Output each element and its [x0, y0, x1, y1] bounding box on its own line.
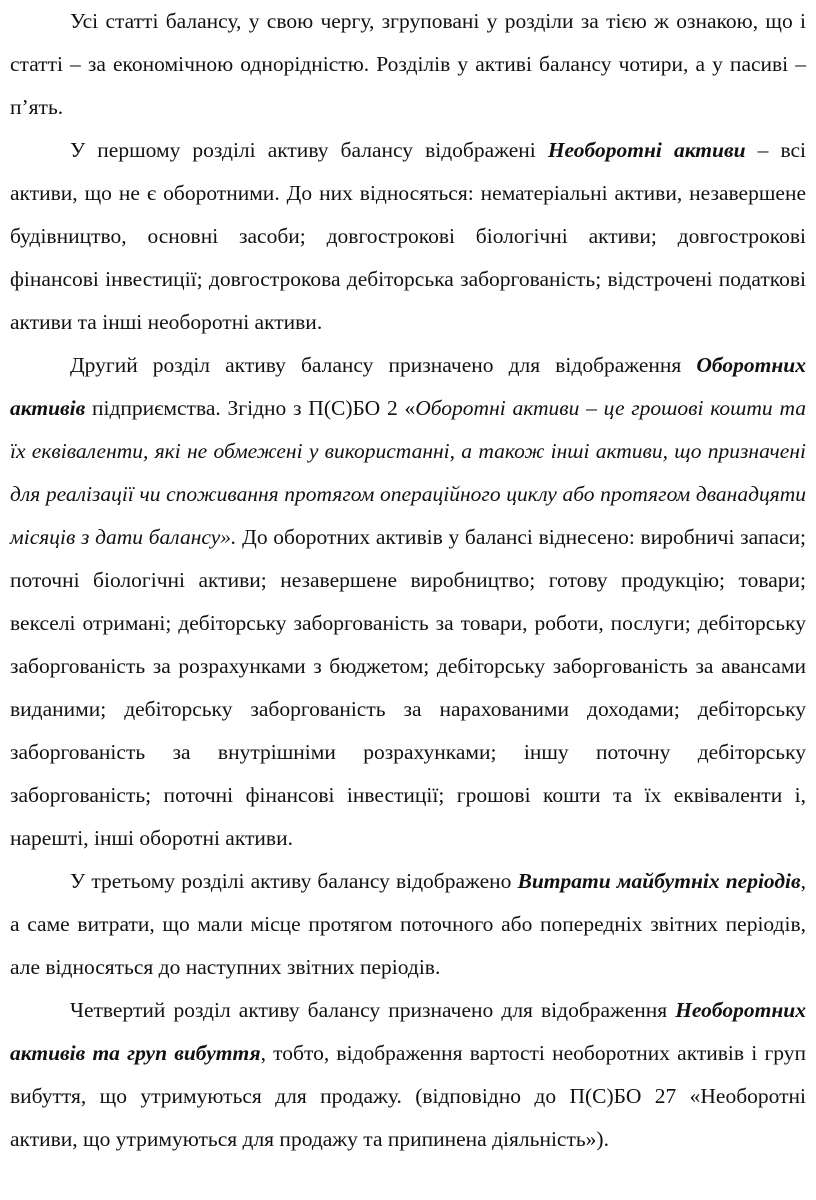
term-deferred-expenses: Витрати майбутніх періодів	[517, 869, 801, 893]
paragraph-section-4-disposal-groups	[10, 989, 806, 1161]
quote-standard-definition: Оборотні активи – це грошові кошти та їх еквіваленти, які не обмежені у використанні, а також інші активи, що призначені для реалізації чи споживання протягом операційного циклу або протягом дванадцяти місяців з дати балансу».	[10, 396, 806, 549]
paragraph-text: До оборотних активів у балансі віднесено: виробничі запаси; поточні біологічні активи; незавершене виробництво; готову продукцію; товари; векселі отримані; дебіторську заборгованість за товари, роботи, послуги; дебіторську заборгованість за розрахунками з бюджетом; дебіторську заборгованість за авансами виданими; дебіторську заборгованість за нарахованими доходами; дебіторську заборгованість за внутрішніми розрахунками; іншу поточну дебіторську заборгованість; поточні фінансові інвестиції; грошові кошти та їх еквіваленти і, нарешті, інші оборотні активи.	[10, 525, 806, 850]
paragraph-text: У третьому розділі активу балансу відображено	[70, 869, 518, 893]
paragraph-section-2-current-assets	[10, 344, 806, 860]
paragraph-text: Другий розділ активу балансу призначено для відображення	[70, 353, 697, 377]
paragraph-text: Усі статті балансу, у свою чергу, згруповані у розділи за тією ж ознакою, що і статті – за економічною однорідністю. Розділів у активі балансу чотири, а у пасиві – п’ять.	[10, 9, 806, 119]
paragraph-text: , тобто, відображення вартості необоротних активів і груп вибуття, що утримуються для продажу. (відповідно до П(С)БО 27 «Необоротні активи, що утримуються для продажу та припинена діяльність»).	[10, 1041, 807, 1151]
term-noncurrent-assets: Необоротні активи	[547, 138, 746, 162]
paragraph-text: У першому розділі активу балансу відображені	[70, 138, 548, 162]
paragraph-text: підприємства. Згідно з П(С)БО 2 «	[85, 396, 416, 420]
paragraph-section-3-deferred-expenses	[10, 860, 806, 989]
paragraph-sections-overview	[10, 0, 806, 129]
term-current-assets: Оборотних активів	[10, 353, 806, 420]
paragraph-text: Четвертий розділ активу балансу призначено для відображення	[70, 998, 676, 1022]
paragraph-text: – всі активи, що не є оборотними. До них відносяться: нематеріальні активи, незавершене будівництво, основні засоби; довгострокові біологічні активи; довгострокові фінансові інвестиції; довгострокова дебіторська заборгованість; відстрочені податкові активи та інші необоротні активи.	[10, 138, 807, 334]
paragraph-text: , а саме витрати, що мали місце протягом поточного або попередніх звітних періодів, але відносяться до наступних звітних періодів.	[10, 869, 807, 979]
term-disposal-groups: Необоротних активів та груп вибуття	[10, 998, 806, 1065]
paragraph-section-1-noncurrent-assets	[10, 129, 806, 344]
